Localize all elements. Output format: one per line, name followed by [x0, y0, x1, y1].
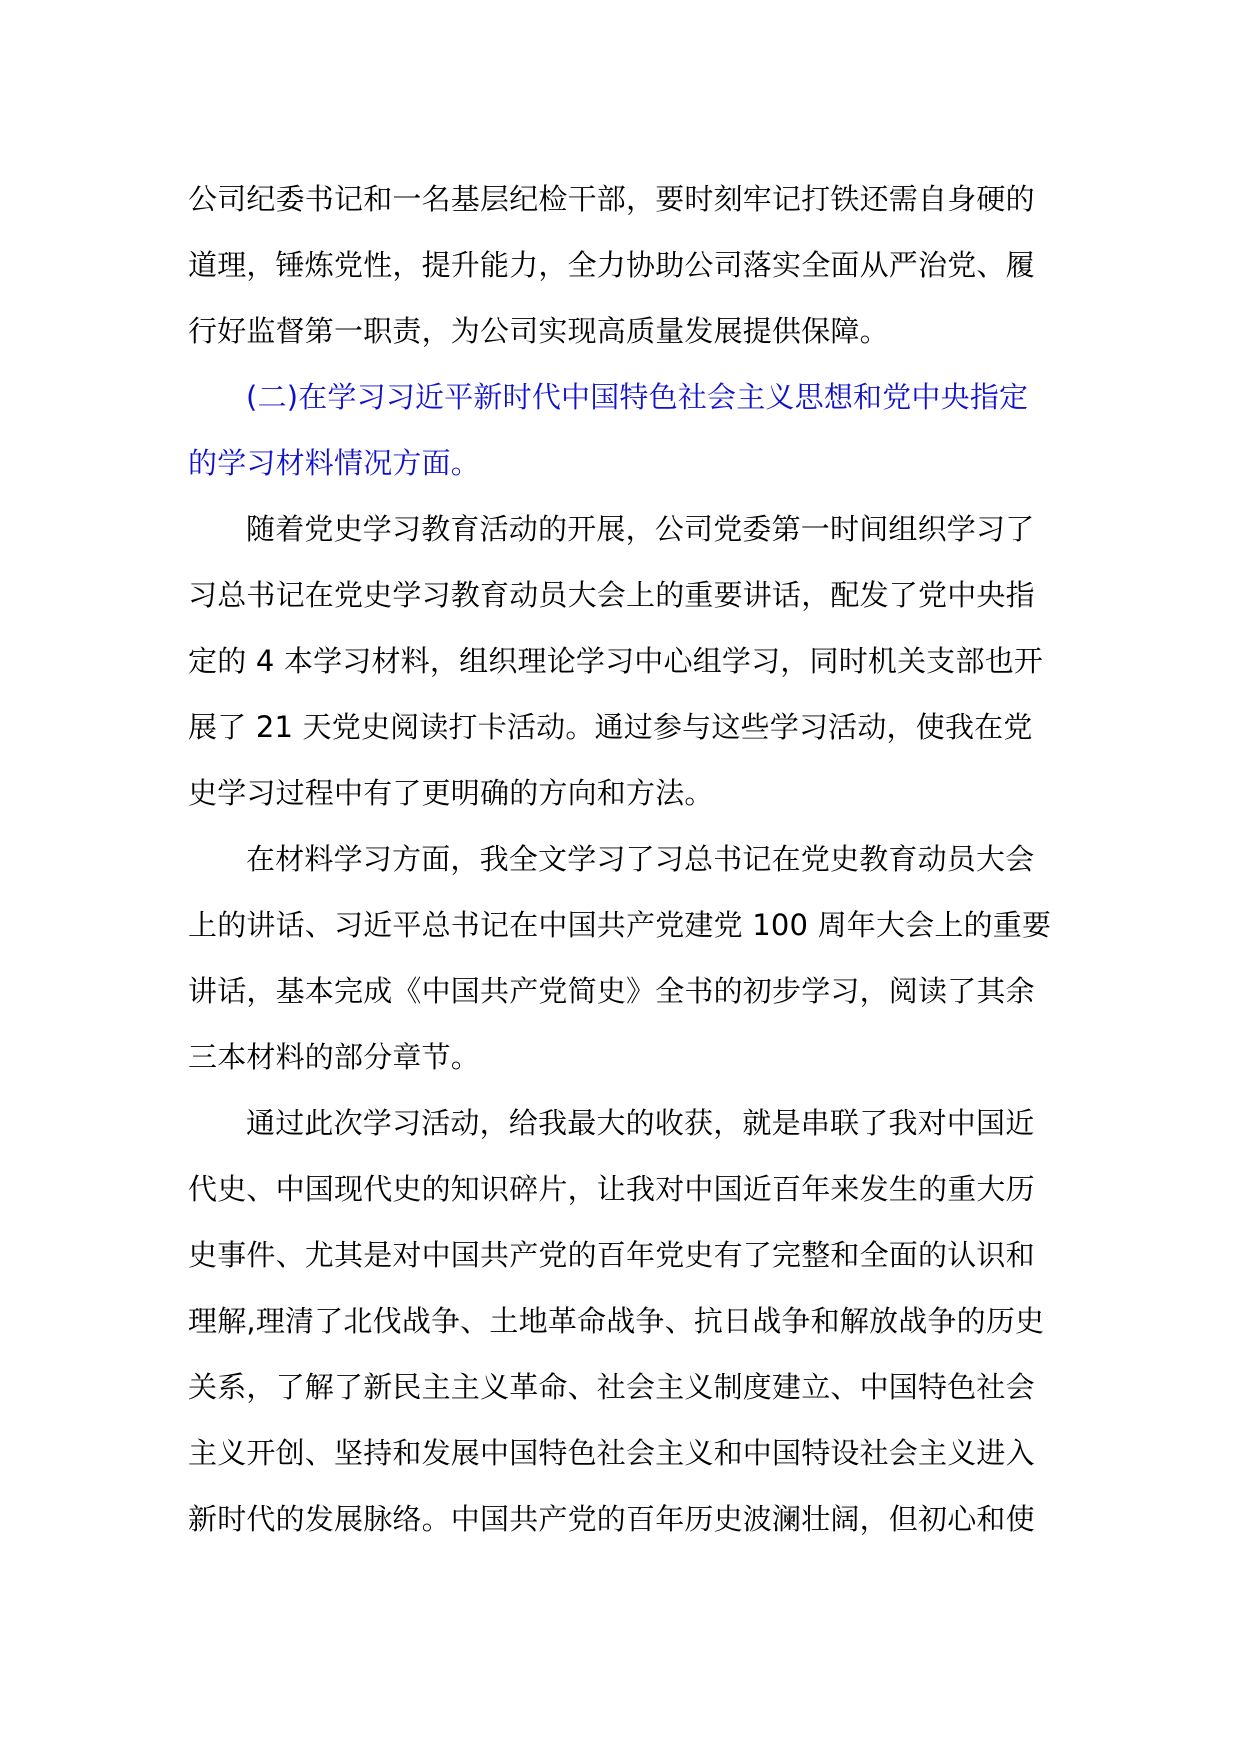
text-line: 理解,理清了北伐战争、土地革命战争、抗日战争和解放战争的历史	[188, 1304, 1045, 1338]
text-line: 在材料学习方面，我全文学习了习总书记在党史教育动员大会	[246, 842, 1035, 876]
text-line: 关系，了解了新民主主义革命、社会主义制度建立、中国特色社会	[188, 1370, 1035, 1404]
text-line: 公司纪委书记和一名基层纪检干部，要时刻牢记打铁还需自身硬的	[188, 182, 1035, 216]
text-line: 讲话，基本完成《中国共产党简史》全书的初步学习，阅读了其余	[188, 974, 1035, 1008]
text-line: 展了 21 天党史阅读打卡活动。通过参与这些学习活动，使我在党	[188, 710, 1033, 744]
text-line: 习总书记在党史学习教育动员大会上的重要讲话，配发了党中央指	[188, 578, 1035, 612]
text-line: 定的 4 本学习材料，组织理论学习中心组学习，同时机关支部也开	[188, 644, 1044, 678]
section-heading	[188, 364, 1058, 496]
text-line: 通过此次学习活动，给我最大的收获，就是串联了我对中国近	[246, 1106, 1035, 1140]
text-line: 史事件、尤其是对中国共产党的百年党史有了完整和全面的认识和	[188, 1238, 1035, 1272]
text-line: 新时代的发展脉络。中国共产党的百年历史波澜壮阔，但初心和使	[188, 1502, 1035, 1536]
heading-line: (二)在学习习近平新时代中国特色社会主义思想和党中央指定	[246, 380, 1029, 414]
text-line: 随着党史学习教育活动的开展，公司党委第一时间组织学习了	[246, 512, 1035, 546]
text-line: 道理，锤炼党性，提升能力，全力协助公司落实全面从严治党、履	[188, 248, 1035, 282]
text-line: 代史、中国现代史的知识碎片，让我对中国近百年来发生的重大历	[188, 1172, 1035, 1206]
paragraph-gains	[188, 1090, 1058, 1552]
text-line: 史学习过程中有了更明确的方向和方法。	[188, 776, 714, 810]
text-line: 行好监督第一职责，为公司实现高质量发展提供保障。	[188, 314, 889, 348]
paragraph-continuation	[188, 166, 1058, 364]
paragraph-study-activities	[188, 496, 1058, 826]
document-page	[188, 166, 1058, 1552]
text-line: 三本材料的部分章节。	[188, 1040, 481, 1074]
paragraph-material-study	[188, 826, 1058, 1090]
heading-line: 的学习材料情况方面。	[188, 446, 481, 480]
text-line: 主义开创、坚持和发展中国特色社会主义和中国特设社会主义进入	[188, 1436, 1035, 1470]
text-line: 上的讲话、习近平总书记在中国共产党建党 100 周年大会上的重要	[188, 908, 1052, 942]
